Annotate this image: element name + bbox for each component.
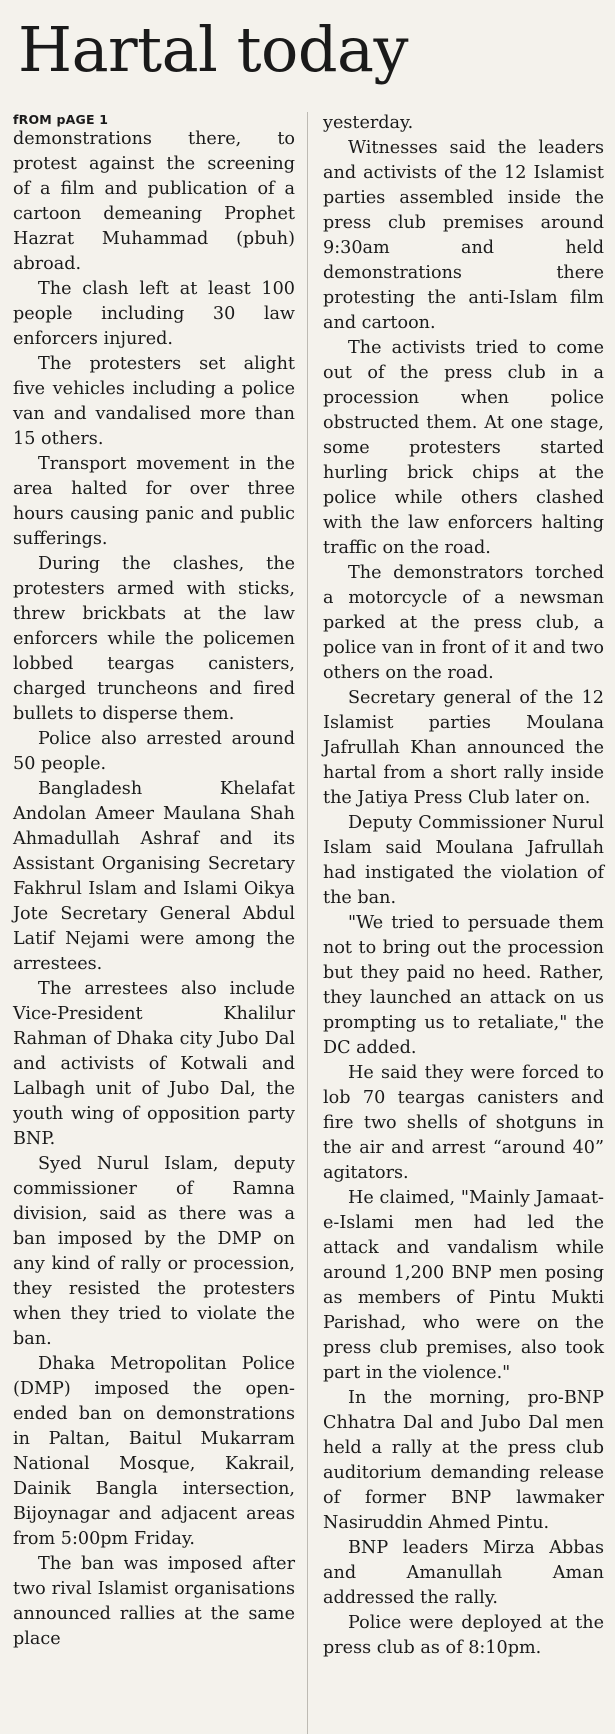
paragraph: "We tried to persuade them not to bring out the procession but they paid no heed. Rather, they launched an attack on us prompting us to retaliate," the DC added.	[323, 913, 604, 1058]
headline: Hartal today	[18, 13, 409, 86]
right-column	[323, 111, 604, 1661]
paragraph: He said they were forced to lob 70 teargas canisters and fire two shells of shotguns in the air and arrest “around 40” agitators.	[323, 1063, 604, 1183]
paragraph: Police also arrested around 50 people.	[13, 729, 295, 774]
continued-from-label: fROM pAGE 1	[13, 112, 109, 127]
paragraph: Witnesses said the leaders and activists of the 12 Islamist parties assembled inside the press club premises around 9:30am and held demonstrations there protesting the anti-Islam film and cartoon.	[323, 138, 604, 333]
paragraph: Transport movement in the area halted for over three hours causing panic and public sufferings.	[13, 454, 295, 549]
paragraph: The activists tried to come out of the press club in a procession when police obstructed them. At one stage, some protesters started hurling brick chips at the police while others clashed with the law enforcers halting traffic on the road.	[323, 338, 604, 558]
paragraph: The arrestees also include Vice-President Khalilur Rahman of Dhaka city Jubo Dal and activists of Kotwali and Lalbagh unit of Jubo Dal, the youth wing of opposition party BNP.	[13, 979, 295, 1149]
paragraph: During the clashes, the protesters armed with sticks, threw brickbats at the law enforcers while the policemen lobbed teargas canisters, charged truncheons and fired bullets to disperse them.	[13, 554, 295, 724]
paragraph: Police were deployed at the press club as of 8:10pm.	[323, 1613, 604, 1658]
paragraph: The ban was imposed after two rival Islamist organisations announced rallies at the same place	[13, 1554, 295, 1649]
paragraph: Dhaka Metropolitan Police (DMP) imposed the open-ended ban on demonstrations in Paltan, Baitul Mukarram National Mosque, Kakrail, Dainik Bangla intersection, Bijoynagar and adjacent areas from 5:00pm Friday.	[13, 1354, 295, 1549]
paragraph: Bangladesh Khelafat Andolan Ameer Maulana Shah Ahmadullah Ashraf and its Assistant Organising Secretary Fakhrul Islam and Islami Oikya Jote Secretary General Abdul Latif Nejami were among the arrestees.	[13, 779, 295, 974]
paragraph: He claimed, "Mainly Jamaat-e-Islami men had led the attack and vandalism while around 1,200 BNP men posing as members of Pintu Mukti Parishad, who were on the press club premises, also took part in the violence."	[323, 1188, 604, 1383]
paragraph: Secretary general of the 12 Islamist parties Moulana Jafrullah Khan announced the hartal from a short rally inside the Jatiya Press Club later on.	[323, 688, 604, 808]
paragraph: Deputy Commissioner Nurul Islam said Moulana Jafrullah had instigated the violation of the ban.	[323, 813, 604, 908]
paragraph: BNP leaders Mirza Abbas and Amanullah Aman addressed the rally.	[323, 1538, 604, 1608]
paragraph: yesterday.	[323, 113, 414, 133]
column-divider	[307, 112, 308, 1734]
left-column	[13, 113, 295, 1652]
paragraph: Syed Nurul Islam, deputy commissioner of Ramna division, said as there was a ban imposed by the DMP on any kind of rally or procession, they resisted the protesters when they tried to violate the ban.	[13, 1154, 295, 1349]
paragraph: The demonstrators torched a motorcycle of a newsman parked at the press club, a police van in front of it and two others on the road.	[323, 563, 604, 683]
paragraph: In the morning, pro-BNP Chhatra Dal and Jubo Dal men held a rally at the press club auditorium demanding release of former BNP lawmaker Nasiruddin Ahmed Pintu.	[323, 1388, 604, 1533]
paragraph: The clash left at least 100 people including 30 law enforcers injured.	[13, 279, 295, 349]
paragraph: The protesters set alight five vehicles including a police van and vandalised more than 15 others.	[13, 354, 295, 449]
paragraph: demonstrations there, to protest against the screening of a film and publication of a cartoon demeaning Prophet Hazrat Muhammad (pbuh) abroad.	[13, 129, 295, 274]
